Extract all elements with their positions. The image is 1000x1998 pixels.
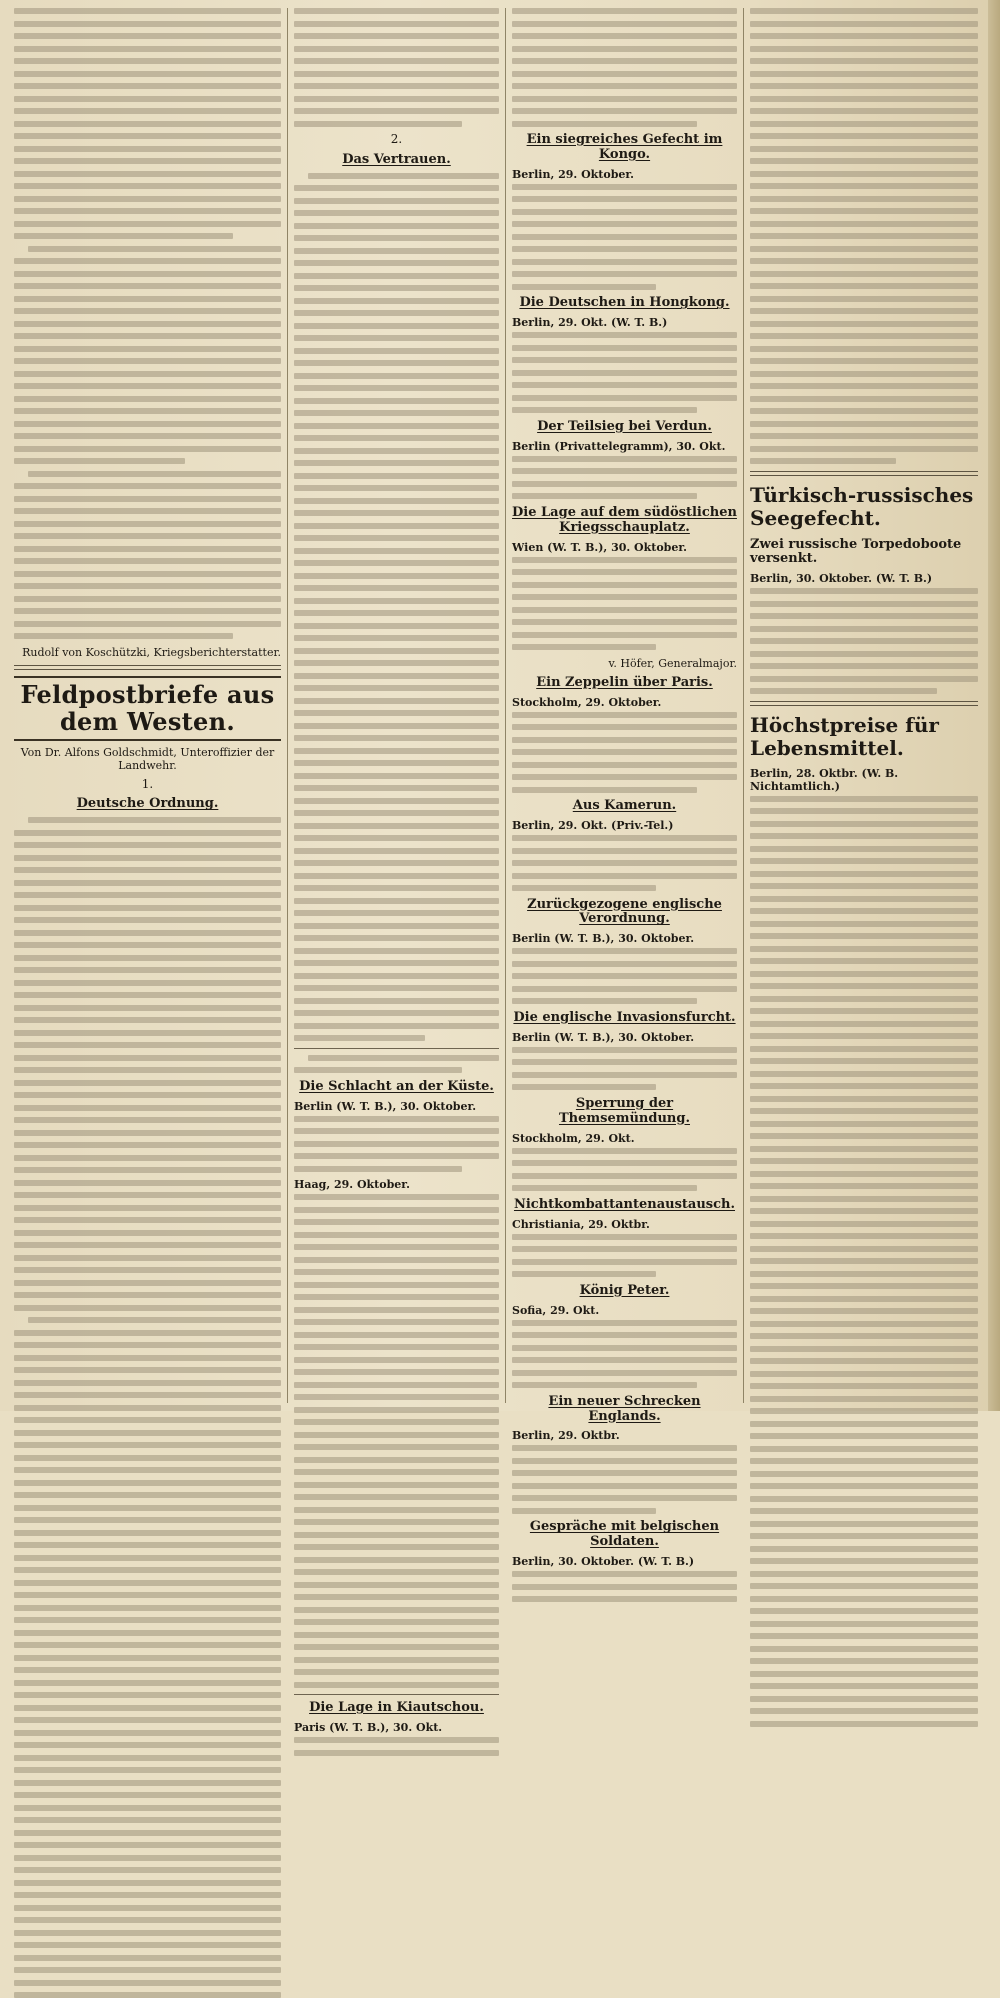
- news-dateline: Stockholm, 29. Oktober.: [512, 695, 662, 709]
- news-title: Die Lage auf dem südöstlichen Kriegsschauplatz.: [512, 504, 737, 535]
- news-dateline: Stockholm, 29. Okt.: [512, 1131, 635, 1145]
- news-dateline: Christiania, 29. Oktbr.: [512, 1217, 650, 1231]
- text-block: [512, 712, 737, 793]
- text-block: [750, 588, 978, 694]
- text-block: [294, 173, 499, 1042]
- text-block: [294, 8, 499, 127]
- news-title: König Peter.: [579, 1282, 670, 1298]
- text-block: [294, 1194, 499, 1688]
- news-title: Die Lage in Kiautschou.: [309, 1700, 484, 1716]
- text-block: [750, 8, 978, 464]
- news-dateline: Berlin, 28. Oktbr. (W. B. Nichtamtlich.): [750, 766, 899, 793]
- news-dateline: Berlin, 30. Oktober. (W. T. B.): [750, 572, 933, 586]
- subheadline: Zwei russische Torpedoboote versenkt.: [750, 536, 962, 567]
- news-dateline: Berlin (W. T. B.), 30. Oktober.: [294, 1099, 477, 1113]
- text-block: [512, 835, 737, 891]
- headline: Türkisch-russisches Seegefecht.: [750, 482, 974, 530]
- text-block: [294, 1737, 499, 1756]
- news-dateline: Berlin, 30. Oktober. (W. T. B.): [512, 1555, 695, 1569]
- news-dateline: Wien (W. T. B.), 30. Oktober.: [512, 540, 687, 554]
- column-2: [288, 8, 506, 1735]
- section-number: 2.: [390, 132, 403, 146]
- text-block: [14, 246, 281, 465]
- text-block: [512, 1320, 737, 1389]
- text-block: [14, 1317, 281, 1998]
- news-title: Ein Zeppelin über Paris.: [536, 674, 713, 690]
- news-dateline: Sofia, 29. Okt.: [512, 1303, 600, 1317]
- column-layout: [8, 8, 986, 1735]
- news-title: Die englische Invasionsfurcht.: [513, 1009, 736, 1025]
- column-4: [744, 8, 984, 1403]
- text-block: [512, 456, 737, 500]
- news-title: Die Schlacht an der Küste.: [299, 1078, 494, 1094]
- news-title: Die Deutschen in Hongkong.: [519, 295, 730, 311]
- section-title: Das Vertrauen.: [342, 151, 451, 167]
- news-title: Ein siegreiches Gefecht im Kongo.: [526, 132, 723, 162]
- text-block: [512, 948, 737, 1004]
- text-block: [512, 332, 737, 413]
- text-block: [512, 1234, 737, 1278]
- news-title: Aus Kamerun.: [572, 798, 677, 814]
- text-block: [750, 796, 978, 1727]
- news-dateline: Paris (W. T. B.), 30. Okt.: [294, 1721, 443, 1735]
- news-dateline-2: Haag, 29. Oktober.: [294, 1178, 410, 1192]
- page-edge: [988, 0, 1000, 1411]
- section-title: Deutsche Ordnung.: [76, 796, 219, 812]
- news-title: Ein neuer Schrecken Englands.: [548, 1393, 701, 1424]
- text-block: [14, 471, 281, 640]
- news-title: Nichtkombattantenaustausch.: [513, 1196, 736, 1212]
- news-dateline: Berlin, 29. Oktbr.: [512, 1429, 620, 1443]
- text-block: [512, 1148, 737, 1192]
- news-dateline: Berlin (W. T. B.), 30. Oktober.: [512, 1030, 695, 1044]
- text-block: [14, 8, 281, 239]
- column-1: [8, 8, 288, 1403]
- news-dateline: Berlin (W. T. B.), 30. Oktober.: [512, 932, 695, 946]
- text-block: [512, 557, 737, 651]
- headline: Höchstpreise für Lebensmittel.: [750, 712, 939, 760]
- text-block: [294, 1116, 499, 1172]
- text-block: [294, 1055, 499, 1074]
- text-block: [512, 8, 737, 127]
- news-title: Der Teilsieg bei Verdun.: [537, 418, 712, 434]
- column-3: [506, 8, 744, 1569]
- news-title: Gespräche mit belgischen Soldaten.: [529, 1519, 720, 1550]
- feature-byline: Von Dr. Alfons Goldschmidt, Unteroffizier der Landwehr.: [20, 745, 275, 772]
- news-dateline: Berlin, 29. Oktober.: [512, 167, 634, 181]
- news-title: Zurückgezogene englische Verordnung.: [527, 896, 722, 927]
- news-dateline: Berlin (Privattelegramm), 30. Okt.: [512, 439, 726, 453]
- news-dateline: Berlin, 29. Okt. (Priv.-Tel.): [512, 819, 674, 832]
- news-title: Sperrung der Themsemündung.: [558, 1095, 690, 1126]
- text-block: [14, 817, 281, 1311]
- text-block: [512, 1445, 737, 1514]
- article-signature: v. Höfer, Generalmajor.: [608, 656, 737, 670]
- article-signature: Rudolf von Koschützki, Kriegsberichterstatter.: [22, 645, 281, 659]
- section-number: 1.: [141, 776, 154, 791]
- text-block: [512, 1047, 737, 1091]
- feature-title: Feldpostbriefe aus dem Westen.: [14, 676, 281, 741]
- text-block: [512, 184, 737, 290]
- news-dateline: Berlin, 29. Okt. (W. T. B.): [512, 316, 668, 330]
- text-block: [512, 1571, 737, 1602]
